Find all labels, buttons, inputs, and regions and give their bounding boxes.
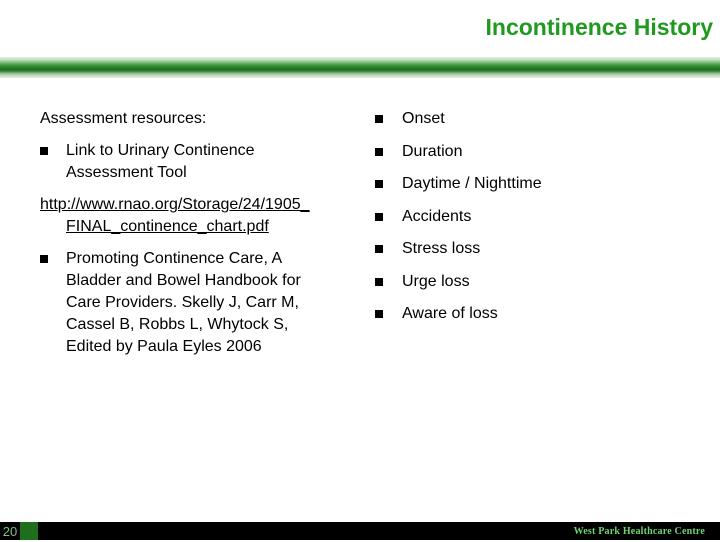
history-item-label: Aware of loss xyxy=(402,305,498,322)
history-item-daytime-nighttime xyxy=(375,173,705,195)
history-item-urge-loss xyxy=(375,271,705,293)
bullet-square-icon xyxy=(375,278,383,286)
resource-text-line: Assessment Tool xyxy=(66,164,187,181)
slide-title: Incontinence History xyxy=(485,14,713,40)
history-item-label: Daytime / Nighttime xyxy=(402,175,542,192)
history-items-column xyxy=(375,108,705,336)
header-divider xyxy=(0,57,720,78)
bullet-square-icon xyxy=(375,115,383,123)
assessment-resources-heading: Assessment resources: xyxy=(40,110,207,127)
assessment-resources-column xyxy=(40,108,360,368)
organization-name: West Park Healthcare Centre xyxy=(573,526,705,537)
rnao-continence-chart-link[interactable] xyxy=(40,194,360,238)
history-item-label: Urge loss xyxy=(402,272,470,290)
resource-text-line: Promoting Continence Care, A xyxy=(66,250,283,267)
history-item-onset xyxy=(375,108,705,130)
history-item-label: Onset xyxy=(402,110,445,127)
footer-bar xyxy=(0,522,720,540)
bullet-square-icon xyxy=(40,147,48,155)
resource-text-line: Bladder and Bowel Handbook for xyxy=(66,272,301,289)
history-item-stress-loss xyxy=(375,238,705,260)
resource-text-line: Cassel B, Robbs L, Whytock S, xyxy=(66,316,289,333)
page-number: 20 xyxy=(0,522,38,540)
resource-item-handbook xyxy=(40,248,360,358)
history-item-duration xyxy=(375,141,705,163)
bullet-square-icon xyxy=(375,213,383,221)
resource-text-line: Link to Urinary Continence xyxy=(66,142,255,159)
history-item-label: Stress loss xyxy=(402,240,481,257)
resource-text-line: Care Providers. Skelly J, Carr M, xyxy=(66,294,299,311)
history-item-label: Accidents xyxy=(402,207,472,225)
resource-text-line: Edited by Paula Eyles 2006 xyxy=(66,338,262,355)
history-item-label: Duration xyxy=(402,142,463,160)
history-item-accidents xyxy=(375,206,705,228)
resource-item-urinary-tool xyxy=(40,140,360,184)
history-item-aware-of-loss xyxy=(375,303,705,325)
bullet-square-icon xyxy=(375,245,383,253)
link-text-line: FINAL_continence_chart.pdf xyxy=(66,218,269,235)
bullet-square-icon xyxy=(40,255,48,263)
bullet-square-icon xyxy=(375,310,383,318)
link-text-line: http://www.rnao.org/Storage/24/1905_ xyxy=(40,196,310,213)
bullet-square-icon xyxy=(375,180,383,188)
bullet-square-icon xyxy=(375,148,383,156)
